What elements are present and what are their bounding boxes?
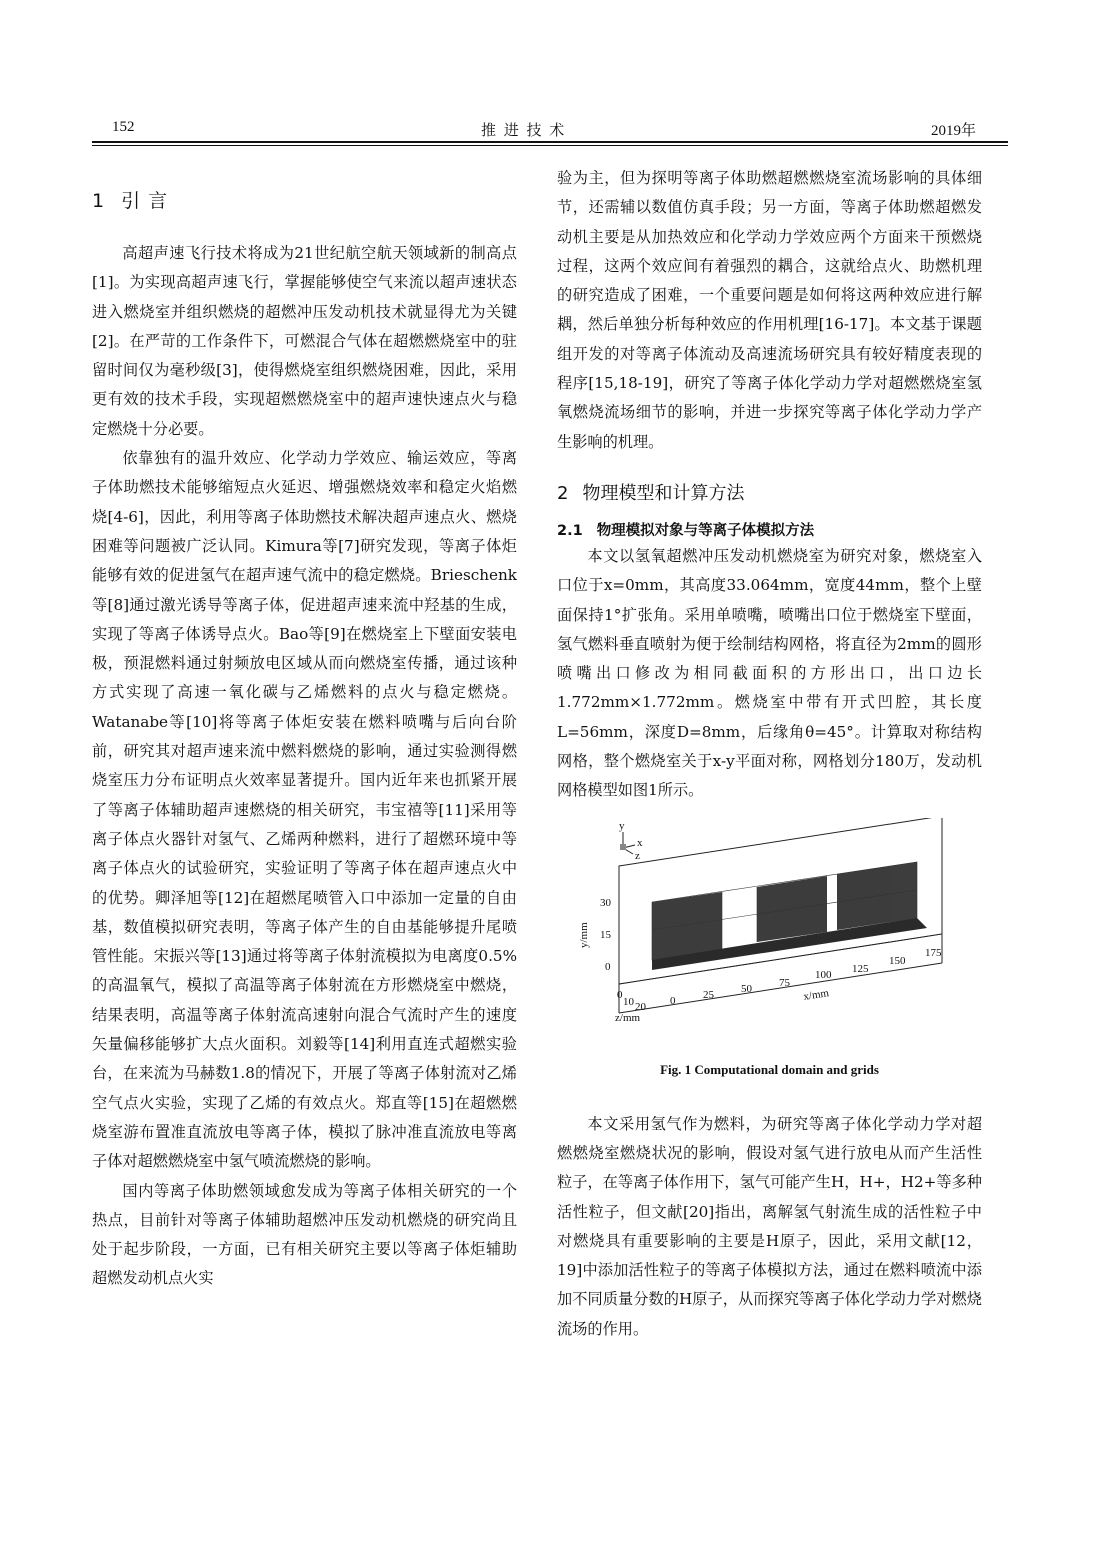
mesh-figure bbox=[557, 818, 982, 1056]
paragraph: 国内等离子体助燃领域愈发成为等离子体相关研究的一个热点，目前针对等离子体辅助超燃冲压发动机燃烧的研究尚且处于起步阶段，一方面，已有相关研究主要以等离子体炬辅助超燃发动机点火实 bbox=[92, 1181, 517, 1288]
header-rule-thin bbox=[92, 145, 1008, 146]
z-axis-label: z/mm bbox=[615, 1011, 641, 1024]
left-column bbox=[92, 164, 517, 1294]
figure-caption: Fig. 1 Computational domain and grids bbox=[660, 1061, 879, 1077]
x-tick: 150 bbox=[889, 954, 906, 967]
x-tick: 0 bbox=[670, 994, 676, 1007]
section-title: 物理模型和计算方法 bbox=[582, 482, 745, 504]
section-1-heading bbox=[92, 186, 517, 213]
section-title: 引 言 bbox=[121, 190, 169, 212]
paragraph: 本文采用氢气作为燃料，为研究等离子体化学动力学对超燃燃烧室燃烧状况的影响，假设对氢气进行放电从而产生活性粒子，在等离子体作用下，氢气可能产生H，H+，H2+等多种活性粒子，但文献[20]指出，离解氢气射流生成的活性粒子中对燃烧具有重要影响的主要是H原子，因此，采用文献[12，19]中添加活性粒子的等离子体模拟方法，通过在燃料喷流中添加不同质量分数的H原子，从而探究等离子体化学动力学对燃烧流场的作用。 bbox=[557, 1114, 982, 1338]
page-number: 152 bbox=[112, 119, 135, 135]
z-tick: 20 bbox=[635, 1000, 646, 1013]
triad-z-label: z bbox=[635, 849, 640, 862]
triad-y-label: y bbox=[619, 819, 625, 832]
x-tick: 100 bbox=[815, 968, 832, 981]
section-number: 1 bbox=[92, 190, 106, 212]
right-column bbox=[557, 164, 982, 1344]
section-2-heading bbox=[557, 479, 982, 505]
axis-triad bbox=[620, 832, 635, 854]
y-tick: 0 bbox=[605, 960, 611, 973]
subsection-2-1-heading bbox=[557, 519, 982, 540]
triad-x-label: x bbox=[637, 836, 643, 849]
x-tick: 50 bbox=[741, 982, 752, 995]
paragraph: 高超声速飞行技术将成为21世纪航空航天领域新的制高点[1]。为实现高超声速飞行，掌握能够使空气来流以超声速状态进入燃烧室并组织燃烧的超燃冲压发动机技术就显得尤为关键[2]。在严苛的工作条件下，可燃混合气体在超燃燃烧室中的驻留时间仅为毫秒级[3]，使得燃烧室组织燃烧困难，因此，采用更有效的技术手段，实现超燃燃烧室中的超声速快速点火与稳定燃烧十分必要。 bbox=[92, 244, 517, 438]
header-rule bbox=[92, 141, 1008, 143]
journal-title: 推 进 技 术 bbox=[481, 123, 567, 139]
x-tick: 75 bbox=[779, 976, 790, 989]
y-tick: 30 bbox=[600, 896, 611, 909]
z-tick: 10 bbox=[623, 995, 634, 1008]
z-tick: 0 bbox=[617, 988, 623, 1001]
x-axis-label: x/mm bbox=[802, 986, 830, 1003]
x-tick: 175 bbox=[925, 946, 942, 959]
section-number: 2 bbox=[557, 482, 569, 504]
paragraph: 验为主，但为探明等离子体助燃超燃燃烧室流场影响的具体细节，还需辅以数值仿真手段；另一方面，等离子体助燃超燃发动机主要是从加热效应和化学动力学效应两个方面来干预燃烧过程，这两个效应间有着强烈的耦合，这就给点火、助燃机理的研究造成了困难，一个重要问题是如何将这两种效应进行解耦，然后单独分析每种效应的作用机理[16-17]。本文基于课题组开发的对等离子体流动及高速流场研究具有较好精度表现的程序[15,18-19]，研究了等离子体化学动力学对超燃燃烧室氢氧燃烧流场细节的影响，并进一步探究等离子体化学动力学产生影响的机理。 bbox=[557, 169, 982, 451]
subsection-title: 物理模拟对象与等离子体模拟方法 bbox=[596, 522, 815, 539]
paragraph: 本文以氢氧超燃冲压发动机燃烧室为研究对象，燃烧室入口位于x=0mm，其高度33.064mm，宽度44mm，整个上壁面保持1°扩张角。采用单喷嘴，喷嘴出口位于燃烧室下壁面，氢气燃料垂直喷射为便于绘制结构网格，将直径为2mm的圆形喷嘴出口修改为相同截面积的方形出口，出口边长1.772mm×1.772mm。燃烧室中带有开式凹腔，其长度L=56mm，深度D=8mm，后缘角θ=45°。计算取对称结构网格，整个燃烧室关于x-y平面对称，网格划分180万，发动机网格模型如图1所示。 bbox=[557, 546, 982, 800]
x-tick: 125 bbox=[852, 962, 869, 975]
y-tick: 15 bbox=[600, 928, 611, 941]
figure-1 bbox=[557, 818, 982, 1056]
year: 2019年 bbox=[931, 123, 977, 139]
x-tick: 25 bbox=[703, 988, 714, 1001]
y-axis-label: y/mm bbox=[578, 921, 590, 948]
subsection-number: 2.1 bbox=[557, 522, 583, 539]
paragraph: 依靠独有的温升效应、化学动力学效应、输运效应，等离子体助燃技术能够缩短点火延迟、增强燃烧效率和稳定火焰燃烧[4-6]，因此，利用等离子体助燃技术解决超声速点火、燃烧困难等问题被广泛认同。Kimura等[7]研究发现，等离子体炬能够有效的促进氢气在超声速气流中的稳定燃烧。Brieschenk等[8]通过激光诱导等离子体，促进超声速来流中羟基的生成，实现了等离子体诱导点火。Bao等[9]在燃烧室上下壁面安装电极，预混燃料通过射频放电区域从而向燃烧室传播，通过该种方式实现了高速一氧化碳与乙烯燃料的点火与稳定燃烧。Watanabe等[10]将等离子体炬安装在燃料喷嘴与后向台阶前，研究其对超声速来流中燃料燃烧的影响，通过实验测得燃烧室压力分布证明点火效率显著提升。国内近年来也抓紧开展了等离子体辅助超声速燃烧的相关研究，韦宝禧等[11]采用等离子体点火器针对氢气、乙烯两种燃料，进行了超燃环境中等离子体点火的试验研究，实验证明了等离子体在超声速点火中的优势。卿泽旭等[12]在超燃尾喷管入口中添加一定量的自由基，数值模拟研究表明，等离子体产生的自由基能够提升尾喷管性能。宋振兴等[13]通过将等离子体射流模拟为电离度0.5%的高温氧气，模拟了高温等离子体射流在方形燃烧室中燃烧，结果表明，高温等离子体射流高速射向混合气流时产生的速度矢量偏移能够扩大点火面积。刘毅等[14]利用直连式超燃实验台，在来流为马赫数1.8的情况下，开展了等离子体射流对乙烯空气点火实验，实现了乙烯的有效点火。郑直等[15]在超燃燃烧室游布置准直流放电等离子体，模拟了脉冲准直流放电等离子体对超燃燃烧室中氢气喷流燃烧的影响。 bbox=[92, 449, 517, 1171]
